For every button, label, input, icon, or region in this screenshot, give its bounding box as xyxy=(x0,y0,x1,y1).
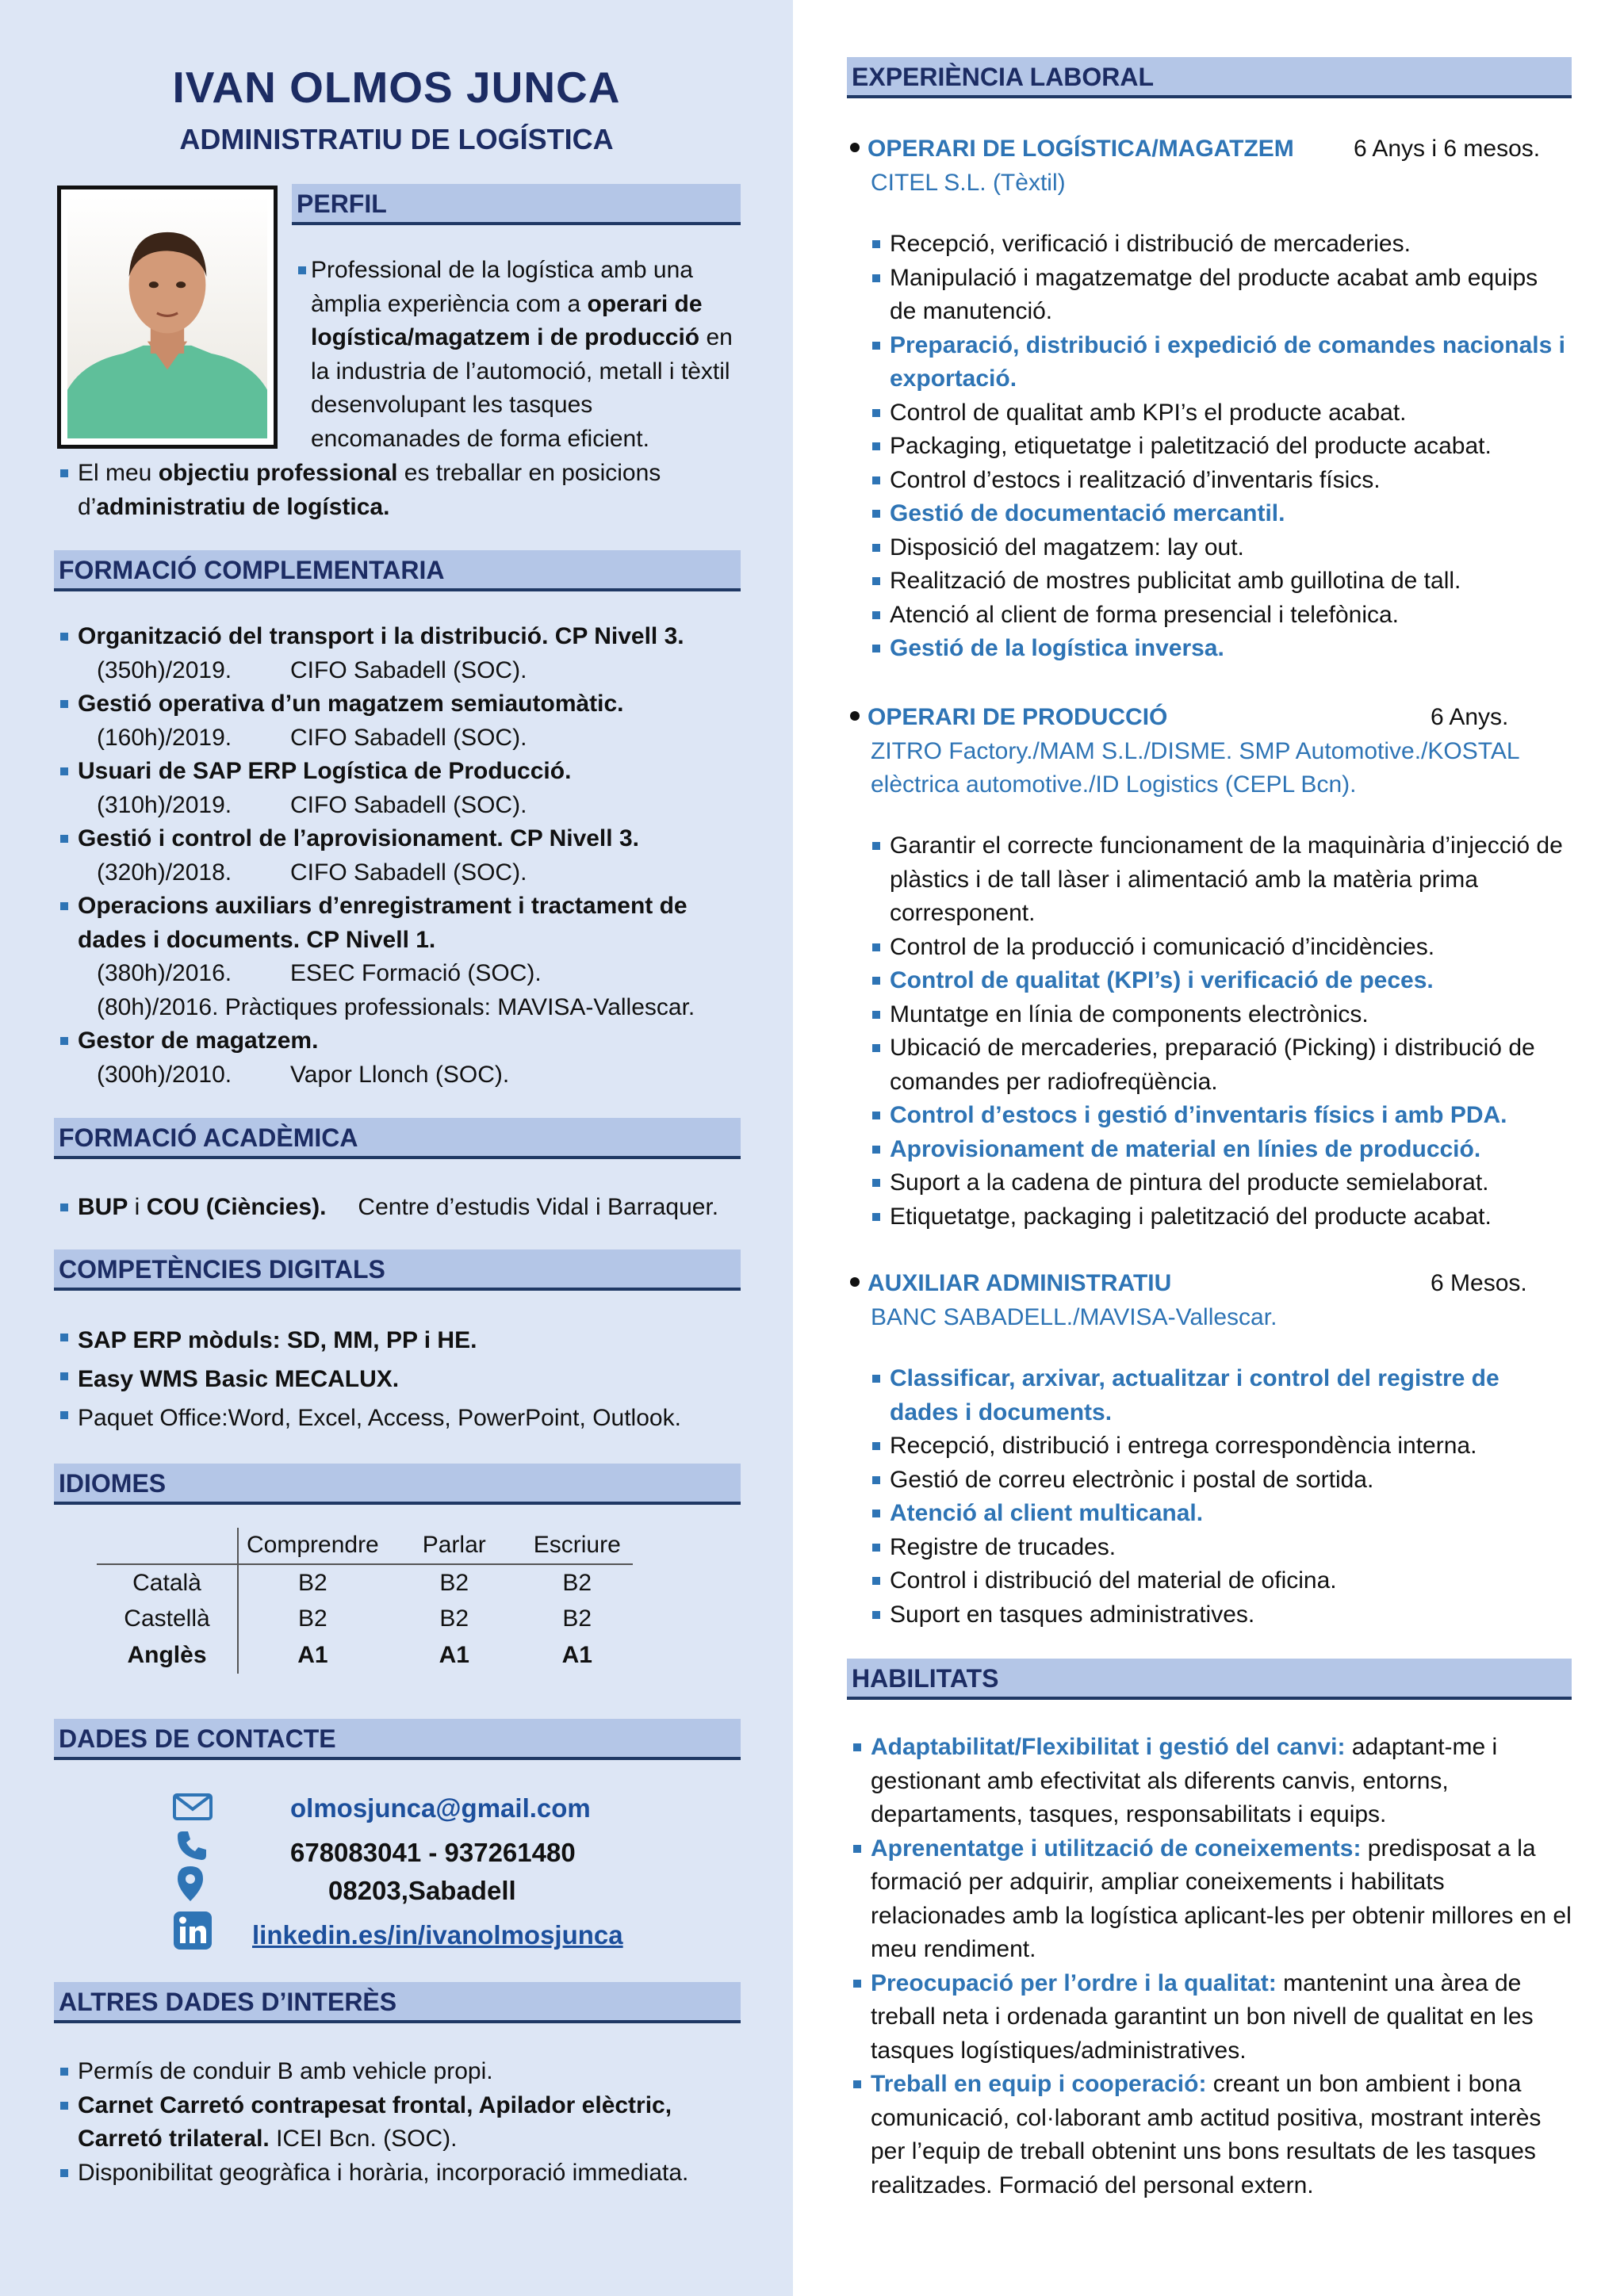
training-hours: (380h)/2016. xyxy=(97,960,232,986)
task-item: Recepció, verificació i distribució de mercaderies. xyxy=(869,228,1567,262)
task-item: Registre de trucades. xyxy=(869,1531,1567,1565)
skill-key: Preocupació per l’ordre i la qualitat: xyxy=(871,1969,1277,1996)
lang-header: Comprendre xyxy=(238,1528,387,1564)
section-digital: COMPETÈNCIES DIGITALS xyxy=(54,1249,741,1291)
email-icon xyxy=(173,1793,213,1820)
phone-icon xyxy=(174,1828,209,1863)
address-text: 08203,Sabadell xyxy=(328,1876,516,1905)
job-tasks xyxy=(869,1362,1567,1632)
lang-header: Parlar xyxy=(387,1528,522,1564)
training-detail xyxy=(57,721,747,756)
profile-photo xyxy=(57,186,278,449)
task-item: Manipulació i magatzematge del producte acabat amb equips de manutenció. xyxy=(869,262,1567,329)
task-item: Gestió de documentació mercantil. xyxy=(869,497,1567,531)
skill-item xyxy=(850,1967,1580,2068)
task-item: Packaging, etiquetatge i paletització del producte acabat. xyxy=(869,430,1567,464)
candidate-title: ADMINISTRATIU DE LOGÍSTICA xyxy=(179,123,614,155)
training-name: Organització del transport i la distribució. CP Nivell 3. xyxy=(78,623,684,649)
training-center: CIFO Sabadell (SOC). xyxy=(290,791,527,818)
task-item: Control de qualitat amb KPI’s el producte acabat. xyxy=(869,396,1567,430)
task-item: Disposició del magatzem: lay out. xyxy=(869,531,1567,565)
skill-key: Aprenentatge i utilització de coneixements: xyxy=(871,1835,1362,1862)
training-item xyxy=(57,755,747,789)
training-item xyxy=(57,620,747,654)
task-item: Gestió de la logística inversa. xyxy=(869,632,1567,666)
task-item: Recepció, distribució i entrega correspondència interna. xyxy=(869,1429,1567,1464)
skill-desc: predisposat a la formació per adquirir, ampliar coneixements i habilitats relacionades amb la logística aplicant-les per obtenir millores en el meu rendiment. xyxy=(871,1835,1572,1962)
task-item: Gestió de correu electrònic i postal de sortida. xyxy=(869,1464,1567,1498)
training-detail xyxy=(57,856,747,890)
profile-text-1: Professional de la logística amb una àmplia experiència com a operari de logística/magatzem i de producció en la industria de l’automoció, metall i tèxtil desenvolupant les tasques encomanades de forma eficient. xyxy=(295,254,744,456)
training-detail xyxy=(57,957,747,991)
section-contact: DADES DE CONTACTE xyxy=(54,1719,741,1760)
lang-row: Castellà B2 B2 B2 xyxy=(97,1601,633,1637)
job-header: AUXILIAR ADMINISTRATIU 6 Mesos. BANC SABADELL./MAVISA-Vallescar. xyxy=(850,1267,1580,1334)
task-item: Muntatge en línia de components electrònics. xyxy=(869,998,1567,1032)
task-item: Ubicació de mercaderies, preparació (Picking) i distribució de comandes per radiofreqüència. xyxy=(869,1031,1567,1099)
skill-desc: adaptant-me i gestionant amb efectivitat als diferents canvis, entorns, departaments, tasques, responsabilitats i equips. xyxy=(871,1734,1498,1827)
lang-row: Anglès A1 A1 A1 xyxy=(97,1637,633,1674)
task-item: Classificar, arxivar, actualitzar i control del registre de dades i documents. xyxy=(869,1362,1567,1429)
linkedin-link[interactable]: linkedin.es/in/ivanolmosjunca xyxy=(252,1920,623,1950)
training-center: CIFO Sabadell (SOC). xyxy=(290,859,527,886)
skill-key: Treball en equip i cooperació: xyxy=(871,2071,1207,2097)
email-link[interactable]: olmosjunca@gmail.com xyxy=(290,1793,591,1823)
training-detail xyxy=(57,1058,747,1093)
lang-row: Català B2 B2 B2 xyxy=(97,1564,633,1601)
task-item: Control d’estocs i realització d’inventaris físics. xyxy=(869,464,1567,498)
skill-desc: creant un bon ambient i bona comunicació, col·laborant amb actitud positiva, mostrant interès per l’equip de treball obtenint uns bons resultats de les tasques realitzades. Formació del personal extern. xyxy=(871,2071,1542,2198)
task-item: Garantir el correcte funcionament de la maquinària d’injecció de plàstics i de tall làser i alimentació amb la matèria prima corresponent. xyxy=(869,829,1567,931)
task-item: Suport en tasques administratives. xyxy=(869,1598,1567,1632)
training-item xyxy=(57,1024,747,1058)
training-hours: (300h)/2010. xyxy=(97,1061,232,1088)
training-center: CIFO Sabadell (SOC). xyxy=(290,724,527,751)
languages-table xyxy=(97,1528,633,1674)
skill-item xyxy=(850,1731,1580,1832)
training-name: Usuari de SAP ERP Logística de Producció. xyxy=(78,758,572,784)
candidate-name: IVAN OLMOS JUNCA xyxy=(172,63,621,112)
section-experience: EXPERIÈNCIA LABORAL xyxy=(847,57,1572,98)
training-name: Gestió operativa d’un magatzem semiautomàtic. xyxy=(78,691,624,717)
job-tasks xyxy=(869,228,1567,666)
job-tasks xyxy=(869,829,1567,1234)
task-item: Preparació, distribució i expedició de comandes nacionals i exportació. xyxy=(869,329,1567,396)
job-header: OPERARI DE PRODUCCIÓ 6 Anys. ZITRO Factory./MAM S.L./DISME. SMP Automotive./KOSTAL elèctrica automotive./ID Logistics (CEPL Bcn). xyxy=(850,701,1580,802)
training-center: CIFO Sabadell (SOC). xyxy=(290,656,527,683)
lang-header: Escriure xyxy=(522,1528,633,1564)
training-name: Operacions auxiliars d’enregistrament i tractament de dades i documents. CP Nivell 1. xyxy=(78,893,688,953)
other-list: Permís de conduir B amb vehicle propi. Carnet Carretó contrapesat frontal, Apilador elèctric, Carretó trilateral. ICEI Bcn. (SOC). Disponibilitat geogràfica i horària, incorporació immediata. xyxy=(57,2055,755,2190)
skills-list xyxy=(850,1731,1580,2202)
job-header: OPERARI DE LOGÍSTICA/MAGATZEM 6 Anys i 6 mesos. CITEL S.L. (Tèxtil) xyxy=(850,132,1580,200)
section-profile: PERFIL xyxy=(292,184,741,225)
location-pin-icon xyxy=(176,1865,205,1903)
training-item xyxy=(57,890,747,957)
section-training: FORMACIÓ COMPLEMENTARIA xyxy=(54,550,741,591)
training-extra: (80h)/2016. Pràctiques professionals: MAVISA-Vallescar. xyxy=(97,993,695,1020)
task-item: Realització de mostres publicitat amb guillotina de tall. xyxy=(869,564,1567,599)
training-detail xyxy=(57,654,747,688)
skill-item xyxy=(850,2068,1580,2202)
training-name: Gestor de magatzem. xyxy=(78,1027,319,1054)
section-other: ALTRES DADES D’INTERÈS xyxy=(54,1982,741,2023)
training-hours: (350h)/2019. xyxy=(97,656,232,683)
skill-key: Adaptabilitat/Flexibilitat i gestió del canvi: xyxy=(871,1734,1346,1760)
skill-desc: mantenint una àrea de treball neta i ordenada garantint un bon nivell de qualitat en les tasques logístiques/administratives. xyxy=(871,1969,1534,2064)
training-center: Vapor Llonch (SOC). xyxy=(290,1061,510,1088)
training-name: Gestió i control de l’aprovisionament. CP Nivell 3. xyxy=(78,825,639,851)
task-item: Control de la producció i comunicació d’incidències. xyxy=(869,931,1567,965)
task-item: Suport a la cadena de pintura del producte semielaborat. xyxy=(869,1166,1567,1200)
training-item xyxy=(57,822,747,856)
section-languages: IDIOMES xyxy=(54,1464,741,1505)
training-hours: (160h)/2019. xyxy=(97,724,232,751)
task-item: Control i distribució del material de oficina. xyxy=(869,1564,1567,1598)
academic-item: BUP i COU (Ciències). Centre d’estudis Vidal i Barraquer. xyxy=(57,1191,747,1225)
digital-list: SAP ERP mòduls: SD, MM, PP i HE. Easy WMS Basic MECALUX. Paquet Office:Word, Excel, Access, PowerPoint, Outlook. xyxy=(57,1321,747,1437)
linkedin-icon[interactable] xyxy=(173,1911,213,1950)
training-hours: (310h)/2019. xyxy=(97,791,232,818)
training-hours: (320h)/2018. xyxy=(97,859,232,886)
profile-text-2: El meu objectiu professional es treballar en posicions d’administratiu de logística. xyxy=(57,457,744,524)
lang-corner xyxy=(97,1528,238,1564)
task-item: Atenció al client de forma presencial i telefònica. xyxy=(869,599,1567,633)
skill-item xyxy=(850,1832,1580,1967)
task-item: Control d’estocs i gestió d’inventaris físics i amb PDA. xyxy=(869,1099,1567,1133)
training-detail xyxy=(57,789,747,823)
section-academic: FORMACIÓ ACADÈMICA xyxy=(54,1118,741,1159)
task-item: Control de qualitat (KPI’s) i verificació de peces. xyxy=(869,964,1567,998)
task-item: Atenció al client multicanal. xyxy=(869,1497,1567,1531)
task-item: Etiquetatge, packaging i paletització del producte acabat. xyxy=(869,1200,1567,1234)
training-item xyxy=(57,687,747,721)
task-item: Aprovisionament de material en línies de producció. xyxy=(869,1133,1567,1167)
training-list xyxy=(57,620,747,1092)
training-center: ESEC Formació (SOC). xyxy=(290,960,542,986)
section-skills: HABILITATS xyxy=(847,1659,1572,1700)
phone-text: 678083041 - 937261480 xyxy=(290,1838,576,1867)
